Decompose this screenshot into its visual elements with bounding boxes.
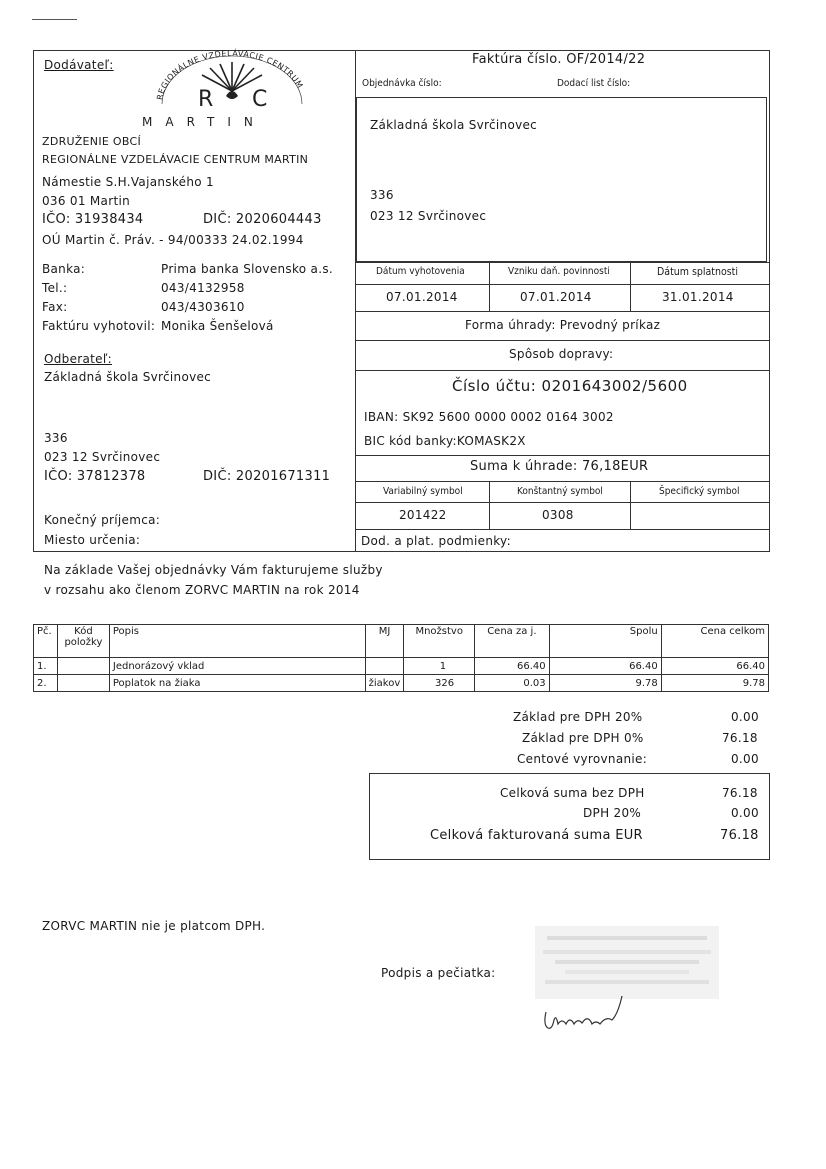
- dates-col1-divider: [489, 262, 490, 311]
- col-price: Cena za j.: [475, 625, 550, 658]
- customer-ico: IČO: 37812378: [44, 469, 146, 484]
- col-code: Kód položky: [57, 625, 109, 658]
- ks-value: 0308: [542, 508, 574, 522]
- items-table: [33, 624, 769, 692]
- ks-label: Konštantný symbol: [517, 486, 603, 497]
- fax-value: 043/4303610: [161, 300, 245, 314]
- row-code: [57, 675, 109, 692]
- fax-label: Fax:: [42, 300, 68, 314]
- supplier-name2: REGIONÁLNE VZDELÁVACIE CENTRUM MARTIN: [42, 153, 309, 166]
- items-header-row: [34, 625, 769, 658]
- recipient-number: 336: [370, 188, 394, 202]
- supplier-name1: ZDRUŽENIE OBCÍ: [42, 135, 142, 148]
- row-unit: žiakov: [365, 675, 404, 692]
- row-unit: [365, 658, 404, 675]
- final-recipient-label: Konečný príjemca:: [44, 513, 161, 527]
- total-no-vat-value: 76.18: [722, 786, 758, 800]
- bank-label: Banka:: [42, 262, 86, 276]
- vs-value: 201422: [399, 508, 447, 522]
- logo-letter-c: C: [252, 87, 268, 112]
- conditions: Dod. a plat. podmienky:: [361, 534, 511, 548]
- tel-label: Tel.:: [42, 281, 68, 295]
- customer-label: Odberateľ:: [44, 352, 112, 366]
- stamp: [535, 926, 719, 999]
- form-line: [356, 340, 770, 341]
- issued-by-value: Monika Šenšelová: [161, 319, 274, 333]
- rvc-logo: [140, 46, 325, 136]
- iban: IBAN: SK92 5600 0000 0002 0164 3002: [364, 410, 614, 424]
- supplier-registry: OÚ Martin č. Práv. - 94/00333 24.02.1994: [42, 233, 304, 247]
- customer-name: Základná škola Svrčinovec: [44, 370, 212, 384]
- symbols-col1: [489, 481, 490, 529]
- col-total-all: Cena celkom: [661, 625, 768, 658]
- base0-value: 76.18: [722, 731, 758, 745]
- row-total: 66.40: [549, 658, 661, 675]
- col-unit: MJ: [365, 625, 404, 658]
- destination-label: Miesto určenia:: [44, 533, 141, 547]
- recipient-name: Základná škola Svrčinovec: [370, 118, 538, 132]
- intro-line2: v rozsahu ako členom ZORVC MARTIN na rok 2014: [44, 583, 360, 597]
- issue-date-value: 07.01.2014: [386, 290, 458, 304]
- col-desc: Popis: [109, 625, 365, 658]
- dates-col2-divider: [630, 262, 631, 311]
- row-total-all: 9.78: [661, 675, 768, 692]
- row-desc: Jednorázový vklad: [109, 658, 365, 675]
- symbols-mid-line: [356, 502, 770, 503]
- supplier-dic: DIČ: 2020604443: [203, 212, 322, 227]
- issued-by-label: Faktúru vyhotovil:: [42, 319, 156, 333]
- col-qty: Množstvo: [404, 625, 475, 658]
- transport: Spôsob dopravy:: [509, 347, 614, 361]
- due-date-value: 31.01.2014: [662, 290, 734, 304]
- row-no: 2.: [34, 675, 58, 692]
- amount-line: [356, 481, 770, 482]
- grand-total-value: 76.18: [720, 828, 759, 843]
- base20-label: Základ pre DPH 20%: [513, 710, 643, 724]
- vat-note: ZORVC MARTIN nie je platcom DPH.: [42, 919, 266, 933]
- row-no: 1.: [34, 658, 58, 675]
- supplier-ico: IČO: 31938434: [42, 212, 144, 227]
- base0-label: Základ pre DPH 0%: [522, 731, 644, 745]
- transport-line: [356, 370, 770, 371]
- dates-bottom-line: [356, 311, 770, 312]
- customer-dic: DIČ: 20201671311: [203, 469, 331, 484]
- row-qty: 1: [404, 658, 475, 675]
- bic: BIC kód banky:KOMASK2X: [364, 434, 526, 448]
- row-price: 66.40: [475, 658, 550, 675]
- scan-mark: [32, 19, 77, 20]
- intro-line1: Na základe Vašej objednávky Vám fakturujeme služby: [44, 563, 383, 577]
- issue-date-label: Dátum vyhotovenia: [376, 266, 465, 277]
- vs-label: Variabilný symbol: [383, 486, 463, 497]
- customer-number: 336: [44, 431, 68, 445]
- base20-value: 0.00: [731, 710, 759, 724]
- symbols-bottom-line: [356, 529, 770, 530]
- ss-label: Špecifický symbol: [659, 486, 740, 497]
- row-total-all: 66.40: [661, 658, 768, 675]
- delivery-note-label: Dodací list číslo:: [557, 78, 631, 89]
- account-number: Číslo účtu: 0201643002/5600: [452, 377, 688, 395]
- recipient-city: 023 12 Svrčinovec: [370, 209, 487, 223]
- rounding-value: 0.00: [731, 752, 759, 766]
- total-no-vat-label: Celková suma bez DPH: [500, 786, 645, 800]
- signature-label: Podpis a pečiatka:: [381, 966, 496, 980]
- invoice-title: Faktúra číslo. OF/2014/22: [472, 52, 646, 67]
- row-total: 9.78: [549, 675, 661, 692]
- customer-city: 023 12 Svrčinovec: [44, 450, 161, 464]
- row-price: 0.03: [475, 675, 550, 692]
- col-total: Spolu: [549, 625, 661, 658]
- row-desc: Poplatok na žiaka: [109, 675, 365, 692]
- svg-text:REGIONÁLNE VZDELÁVACIE CENTRUM: REGIONÁLNE VZDELÁVACIE CENTRUM: [155, 48, 305, 101]
- due-date-label: Dátum splatnosti: [657, 266, 739, 278]
- supplier-label: Dodávateľ:: [44, 58, 114, 72]
- logo-letter-r: R: [198, 87, 214, 112]
- tax-date-value: 07.01.2014: [520, 290, 592, 304]
- dates-mid-line: [356, 284, 770, 285]
- row-qty: 326: [404, 675, 475, 692]
- row-code: [57, 658, 109, 675]
- supplier-street: Námestie S.H.Vajanského 1: [42, 175, 214, 189]
- signature: [538, 990, 638, 1040]
- table-row: [34, 658, 769, 675]
- col-no: Pč.: [34, 625, 58, 658]
- bic-line: [356, 455, 770, 456]
- symbols-col2: [630, 481, 631, 529]
- tax-date-label: Vzniku daň. povinnosti: [508, 266, 610, 277]
- vat20-value: 0.00: [731, 806, 759, 820]
- vat20-label: DPH 20%: [583, 806, 642, 820]
- dates-top-line: [356, 262, 770, 263]
- supplier-city: 036 01 Martin: [42, 194, 130, 208]
- amount-due: Suma k úhrade: 76,18EUR: [470, 459, 649, 474]
- payment-form: Forma úhrady: Prevodný príkaz: [465, 318, 661, 332]
- bank-value: Prima banka Slovensko a.s.: [161, 262, 333, 276]
- table-row: [34, 675, 769, 692]
- rounding-label: Centové vyrovnanie:: [517, 752, 648, 766]
- order-no-label: Objednávka číslo:: [362, 78, 442, 89]
- svg-text:MARTIN: MARTIN: [142, 115, 266, 129]
- grand-total-label: Celková fakturovaná suma EUR: [430, 828, 643, 843]
- tel-value: 043/4132958: [161, 281, 245, 295]
